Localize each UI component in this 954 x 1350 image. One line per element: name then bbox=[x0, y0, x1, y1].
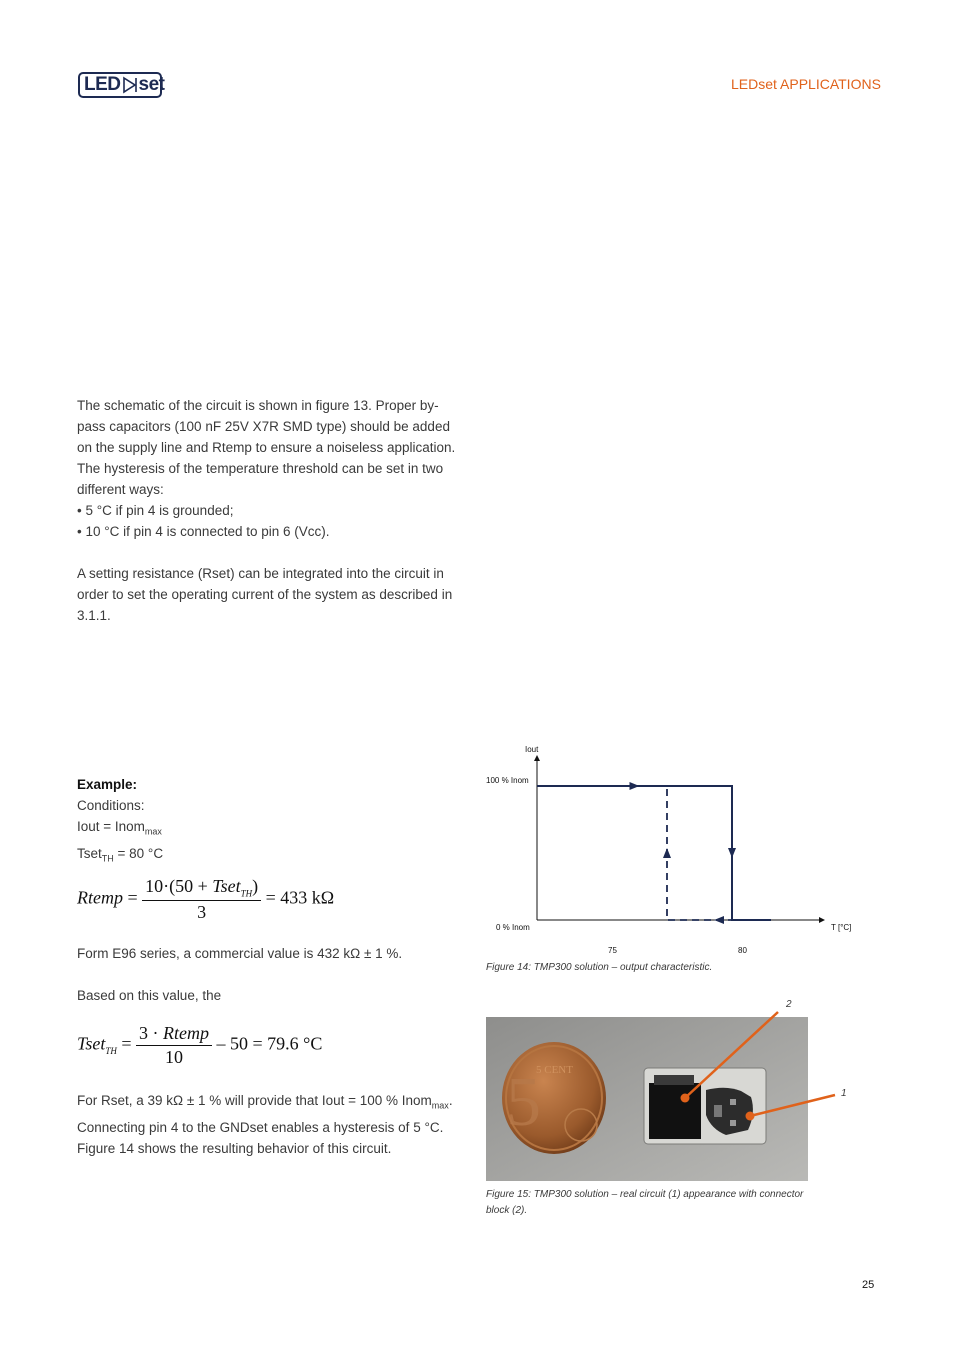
x-axis-label: T [°C] bbox=[831, 923, 852, 932]
callout2-label: 2 bbox=[786, 999, 792, 1010]
paragraph-hysteresis: The hysteresis of the temperature threshold can be set in two different ways: bbox=[77, 461, 444, 497]
callout1-dot bbox=[746, 1112, 755, 1121]
ledset-logo bbox=[78, 72, 165, 98]
circuit-photo bbox=[486, 995, 846, 1185]
paragraph-rset: A setting resistance (Rset) can be integrated into the circuit in order to set the operating current of the system as described in 3.1.1. bbox=[77, 566, 453, 623]
logo-led: LED bbox=[84, 74, 121, 95]
y-axis-label: Iout bbox=[525, 745, 539, 754]
bullet-vcc: • 10 °C if pin 4 is connected to pin 6 (Vcc). bbox=[77, 524, 330, 539]
direction-arrow-icon bbox=[630, 782, 640, 790]
bullet-grounded: • 5 °C if pin 4 is grounded; bbox=[77, 503, 234, 518]
direction-arrow-icon bbox=[728, 848, 736, 858]
coin-text: 5 CENT bbox=[536, 1064, 573, 1076]
section-title: LEDset APPLICATIONS bbox=[731, 76, 881, 92]
final-paragraph: For Rset, a 39 kΩ ± 1 % will provide that Iout = 100 % Inom$_{max}$. Connecting pin 4 to the GNDset enables a hysteresis of 5 °C. Figure 14 shows the resulting behavior of this circuit. bbox=[77, 1093, 453, 1156]
condition-iout: Iout = Inom$_{max}$ bbox=[77, 819, 162, 837]
series-dashed-line bbox=[667, 786, 771, 920]
figure15-caption: Figure 15: TMP300 solution – real circuit (1) appearance with connector block (2). bbox=[486, 1189, 804, 1216]
condition-tset: Tset$_{TH}$ = 80 °C bbox=[77, 845, 164, 864]
callout2-dot bbox=[681, 1094, 690, 1103]
example-conditions: Conditions: bbox=[77, 798, 145, 813]
svg-text:5: 5 bbox=[506, 1064, 541, 1141]
figure14-caption: Figure 14: TMP300 solution – output characteristic. bbox=[486, 962, 713, 973]
page-number: 25 bbox=[862, 1279, 875, 1291]
logo-set: set bbox=[138, 74, 165, 95]
direction-arrow-icon bbox=[714, 916, 724, 924]
based-text: Based on this value, the bbox=[77, 988, 222, 1003]
x-tick-80: 80 bbox=[738, 946, 747, 955]
series-text: Form E96 series, a commercial value is 432 kΩ ± 1 %. bbox=[77, 946, 403, 961]
x-tick-75: 75 bbox=[608, 946, 617, 955]
logo-triangle-icon bbox=[123, 77, 137, 93]
paragraph-schematic: The schematic of the circuit is shown in figure 13. Proper by-pass capacitors (100 nF 25V X7R SMD type) should be added on the supply line and Rtemp to ensure a noiseless application. bbox=[77, 398, 456, 455]
y-tick-0: 0 % Inom bbox=[496, 923, 530, 932]
coin-icon bbox=[502, 1042, 606, 1154]
circuit-description bbox=[77, 395, 462, 626]
spacer bbox=[77, 542, 462, 563]
equation-tset: Tset$_{TH}$ = $\frac{\text{3 · Rtemp}}{10}$ – 50 = 79.6 °C bbox=[77, 1023, 323, 1067]
example-heading: Example: bbox=[77, 777, 138, 792]
example-block bbox=[77, 774, 462, 869]
output-characteristic-chart bbox=[484, 740, 864, 960]
direction-arrow-icon bbox=[663, 848, 671, 858]
equation-rtemp: Rtemp = $\frac{10\cdot(50 + Tset_{TH})}{3}$ = 433 kΩ bbox=[77, 876, 335, 922]
series-solid-line bbox=[537, 786, 771, 920]
callout1-label: 1 bbox=[841, 1088, 847, 1099]
y-tick-100: 100 % Inom bbox=[486, 776, 529, 785]
